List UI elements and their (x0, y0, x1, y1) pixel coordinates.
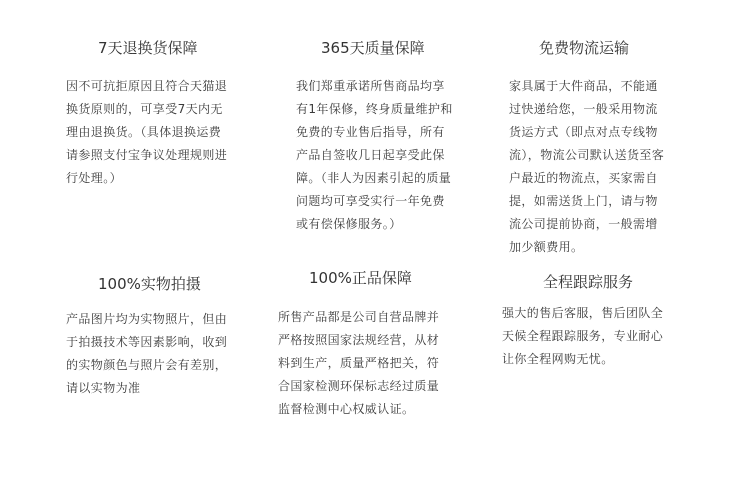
card-description: 因不可抗拒原因且符合天猫退换货原则的，可享受7天内无理由退换货。（具体退换运费请参照支付宝争议处理规则进行处理。） (66, 79, 228, 185)
card-description: 产品图片均为实物照片，但由于拍摄技术等因素影响，收到的实物颜色与照片会有差别，请以实物为准 (66, 312, 228, 395)
card-description: 我们郑重承诺所售商品均享有1年保修，终身质量维护和免费的专业售后指导，所有产品自签收几日起享受此保障。（非人为因素引起的质量问题均可享受实行一年免费或有偿保修服务。） (296, 79, 453, 231)
card-title: 365天质量保障 (321, 39, 425, 57)
card-title: 7天退换货保障 (98, 39, 198, 57)
card-description: 强大的售后客服，售后团队全天候全程跟踪服务，专业耐心让你全程网购无忧。 (502, 306, 664, 366)
card-description: 家具属于大件商品，不能通过快递给您，一般采用物流货运方式（即点对点专线物流），物流公司默认送货至客户最近的物流点，买家需自提，如需送货上门，请与物流公司提前协商，一般需增加少额费用。 (509, 79, 665, 254)
card-title: 全程跟踪服务 (543, 273, 634, 291)
card-title: 免费物流运输 (539, 39, 630, 57)
card-description: 所售产品都是公司自营品牌并严格按照国家法规经营，从材料到生产，质量严格把关，符合国家检测环保标志经过质量监督检测中心权威认证。 (278, 310, 440, 416)
card-title: 100%实物拍摄 (98, 275, 201, 293)
card-title: 100%正品保障 (309, 269, 412, 287)
